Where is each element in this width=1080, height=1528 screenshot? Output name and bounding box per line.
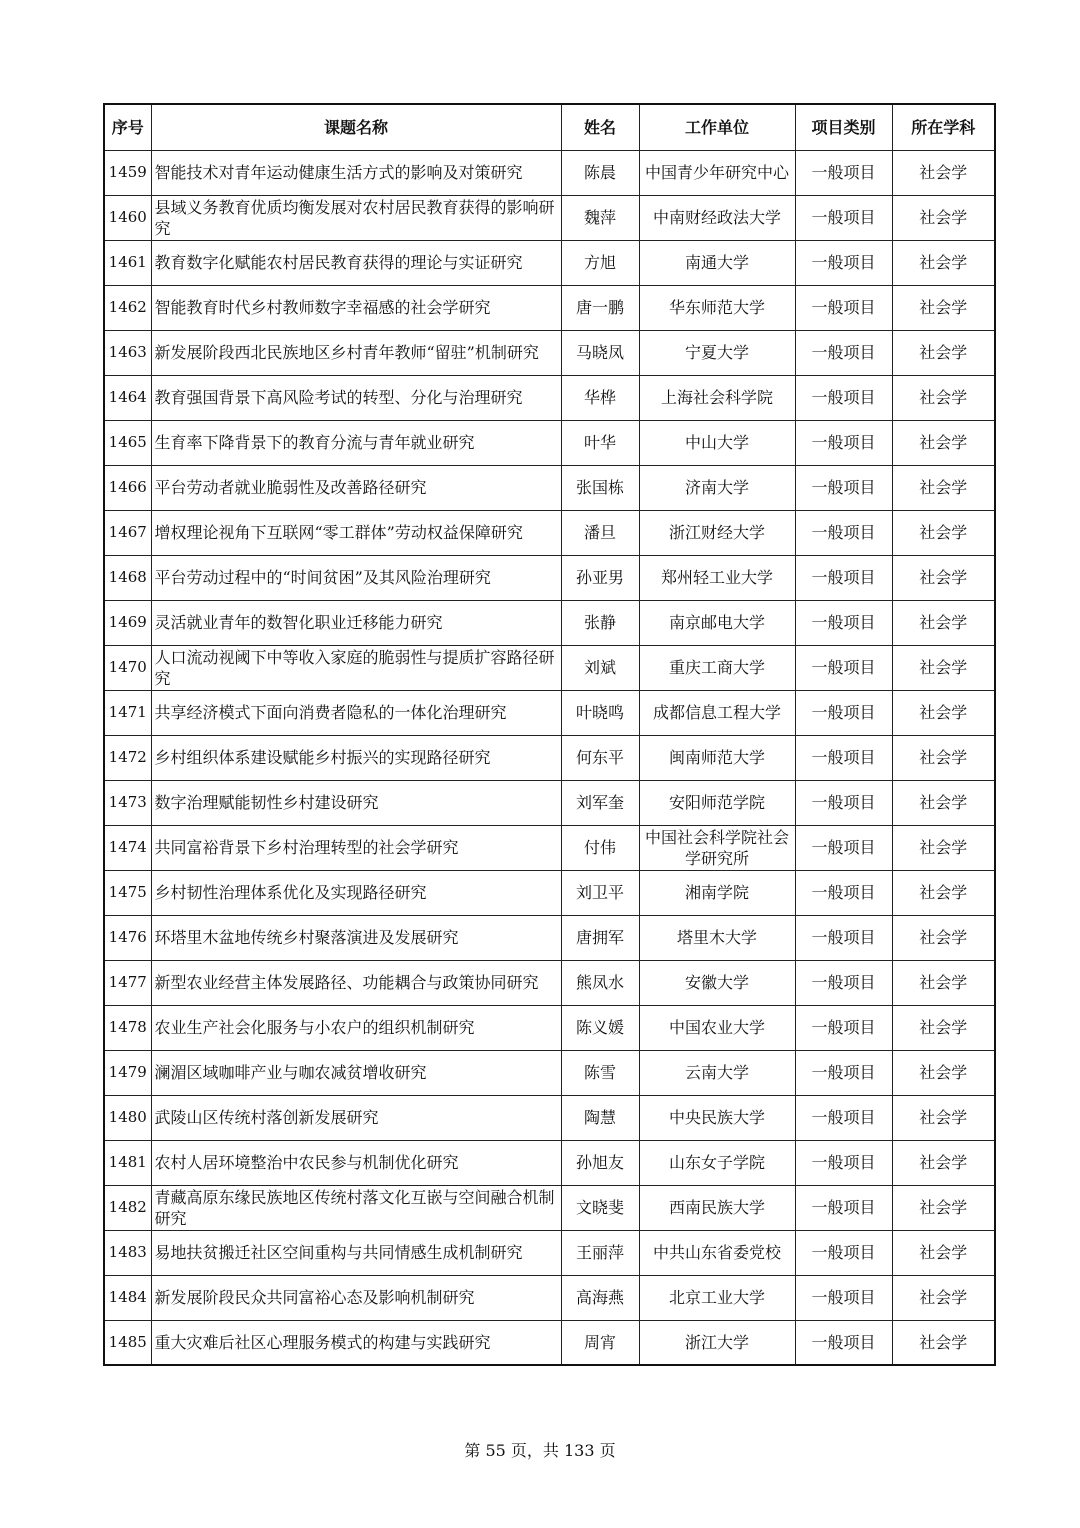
row-type: 一般项目 <box>795 1005 892 1050</box>
row-name: 陈晨 <box>561 150 639 195</box>
row-title: 青藏高原东缘民族地区传统村落文化互嵌与空间融合机制研究 <box>151 1185 561 1230</box>
row-discipline: 社会学 <box>892 330 995 375</box>
row-no: 1485 <box>104 1320 151 1365</box>
table-row <box>104 1050 995 1095</box>
table-row <box>104 1095 995 1140</box>
row-discipline: 社会学 <box>892 195 995 240</box>
row-type: 一般项目 <box>795 825 892 870</box>
row-no: 1469 <box>104 600 151 645</box>
row-title: 新发展阶段西北民族地区乡村青年教师“留驻”机制研究 <box>151 330 561 375</box>
row-unit: 郑州轻工业大学 <box>639 555 795 600</box>
row-discipline: 社会学 <box>892 375 995 420</box>
row-title: 生育率下降背景下的教育分流与青年就业研究 <box>151 420 561 465</box>
row-name: 唐一鹏 <box>561 285 639 330</box>
row-unit: 浙江财经大学 <box>639 510 795 555</box>
row-title: 新发展阶段民众共同富裕心态及影响机制研究 <box>151 1275 561 1320</box>
table-row <box>104 690 995 735</box>
row-discipline: 社会学 <box>892 1140 995 1185</box>
row-title: 易地扶贫搬迁社区空间重构与共同情感生成机制研究 <box>151 1230 561 1275</box>
row-discipline: 社会学 <box>892 1275 995 1320</box>
row-discipline: 社会学 <box>892 645 995 690</box>
row-discipline: 社会学 <box>892 1050 995 1095</box>
table-row <box>104 330 995 375</box>
row-type: 一般项目 <box>795 555 892 600</box>
row-type: 一般项目 <box>795 1275 892 1320</box>
row-title: 教育强国背景下高风险考试的转型、分化与治理研究 <box>151 375 561 420</box>
row-unit: 湘南学院 <box>639 870 795 915</box>
table-row <box>104 645 995 690</box>
row-discipline: 社会学 <box>892 915 995 960</box>
table-body <box>104 150 995 1365</box>
row-unit: 宁夏大学 <box>639 330 795 375</box>
row-type: 一般项目 <box>795 150 892 195</box>
row-type: 一般项目 <box>795 1320 892 1365</box>
row-no: 1472 <box>104 735 151 780</box>
row-name: 高海燕 <box>561 1275 639 1320</box>
row-title: 共同富裕背景下乡村治理转型的社会学研究 <box>151 825 561 870</box>
row-name: 刘军奎 <box>561 780 639 825</box>
table-row <box>104 1230 995 1275</box>
row-unit: 西南民族大学 <box>639 1185 795 1230</box>
row-unit: 南京邮电大学 <box>639 600 795 645</box>
row-discipline: 社会学 <box>892 690 995 735</box>
row-type: 一般项目 <box>795 420 892 465</box>
row-unit: 中南财经政法大学 <box>639 195 795 240</box>
row-no: 1482 <box>104 1185 151 1230</box>
row-unit: 安阳师范学院 <box>639 780 795 825</box>
row-name: 张静 <box>561 600 639 645</box>
row-title: 武陵山区传统村落创新发展研究 <box>151 1095 561 1140</box>
row-title: 澜湄区域咖啡产业与咖农减贫增收研究 <box>151 1050 561 1095</box>
row-unit: 塔里木大学 <box>639 915 795 960</box>
row-title: 新型农业经营主体发展路径、功能耦合与政策协同研究 <box>151 960 561 1005</box>
row-type: 一般项目 <box>795 690 892 735</box>
row-discipline: 社会学 <box>892 240 995 285</box>
row-no: 1475 <box>104 870 151 915</box>
row-discipline: 社会学 <box>892 1185 995 1230</box>
row-type: 一般项目 <box>795 960 892 1005</box>
row-title: 灵活就业青年的数智化职业迁移能力研究 <box>151 600 561 645</box>
row-name: 熊凤水 <box>561 960 639 1005</box>
table-row <box>104 555 995 600</box>
row-type: 一般项目 <box>795 735 892 780</box>
row-discipline: 社会学 <box>892 1005 995 1050</box>
row-no: 1461 <box>104 240 151 285</box>
row-name: 孙亚男 <box>561 555 639 600</box>
row-name: 华桦 <box>561 375 639 420</box>
row-unit: 中国社会科学院社会学研究所 <box>639 825 795 870</box>
row-type: 一般项目 <box>795 780 892 825</box>
table-header-row <box>104 104 995 150</box>
row-discipline: 社会学 <box>892 285 995 330</box>
table-row <box>104 1140 995 1185</box>
row-unit: 中共山东省委党校 <box>639 1230 795 1275</box>
row-unit: 北京工业大学 <box>639 1275 795 1320</box>
row-discipline: 社会学 <box>892 600 995 645</box>
table-row <box>104 240 995 285</box>
row-type: 一般项目 <box>795 600 892 645</box>
row-type: 一般项目 <box>795 1095 892 1140</box>
row-discipline: 社会学 <box>892 825 995 870</box>
row-type: 一般项目 <box>795 1230 892 1275</box>
row-name: 潘旦 <box>561 510 639 555</box>
row-no: 1477 <box>104 960 151 1005</box>
table-row <box>104 915 995 960</box>
row-unit: 云南大学 <box>639 1050 795 1095</box>
table-row <box>104 1320 995 1365</box>
row-title: 县域义务教育优质均衡发展对农村居民教育获得的影响研究 <box>151 195 561 240</box>
row-name: 张国栋 <box>561 465 639 510</box>
table-row <box>104 195 995 240</box>
row-discipline: 社会学 <box>892 960 995 1005</box>
row-name: 刘斌 <box>561 645 639 690</box>
table-row <box>104 870 995 915</box>
row-title: 乡村韧性治理体系优化及实现路径研究 <box>151 870 561 915</box>
row-no: 1463 <box>104 330 151 375</box>
row-name: 孙旭友 <box>561 1140 639 1185</box>
row-type: 一般项目 <box>795 375 892 420</box>
row-discipline: 社会学 <box>892 150 995 195</box>
row-name: 魏萍 <box>561 195 639 240</box>
table-row <box>104 825 995 870</box>
header-unit: 工作单位 <box>639 104 795 150</box>
row-type: 一般项目 <box>795 330 892 375</box>
row-no: 1476 <box>104 915 151 960</box>
row-discipline: 社会学 <box>892 1095 995 1140</box>
row-no: 1481 <box>104 1140 151 1185</box>
row-name: 陈雪 <box>561 1050 639 1095</box>
row-title: 共享经济模式下面向消费者隐私的一体化治理研究 <box>151 690 561 735</box>
header-name: 姓名 <box>561 104 639 150</box>
table-row <box>104 1005 995 1050</box>
row-unit: 山东女子学院 <box>639 1140 795 1185</box>
row-discipline: 社会学 <box>892 465 995 510</box>
row-unit: 中国农业大学 <box>639 1005 795 1050</box>
row-title: 教育数字化赋能农村居民教育获得的理论与实证研究 <box>151 240 561 285</box>
row-name: 陶慧 <box>561 1095 639 1140</box>
row-name: 文晓斐 <box>561 1185 639 1230</box>
row-title: 乡村组织体系建设赋能乡村振兴的实现路径研究 <box>151 735 561 780</box>
row-discipline: 社会学 <box>892 420 995 465</box>
page-number: 第 55 页，共 133 页 <box>464 1441 616 1460</box>
row-unit: 成都信息工程大学 <box>639 690 795 735</box>
table-row <box>104 780 995 825</box>
row-title: 环塔里木盆地传统乡村聚落演进及发展研究 <box>151 915 561 960</box>
row-no: 1468 <box>104 555 151 600</box>
row-no: 1484 <box>104 1275 151 1320</box>
row-no: 1459 <box>104 150 151 195</box>
row-discipline: 社会学 <box>892 1230 995 1275</box>
row-title: 人口流动视阈下中等收入家庭的脆弱性与提质扩容路径研究 <box>151 645 561 690</box>
row-no: 1466 <box>104 465 151 510</box>
table-row <box>104 285 995 330</box>
header-discipline: 所在学科 <box>892 104 995 150</box>
row-title: 数字治理赋能韧性乡村建设研究 <box>151 780 561 825</box>
row-type: 一般项目 <box>795 1140 892 1185</box>
row-type: 一般项目 <box>795 915 892 960</box>
row-unit: 济南大学 <box>639 465 795 510</box>
row-type: 一般项目 <box>795 1050 892 1095</box>
header-type: 项目类别 <box>795 104 892 150</box>
row-name: 刘卫平 <box>561 870 639 915</box>
row-discipline: 社会学 <box>892 735 995 780</box>
row-name: 方旭 <box>561 240 639 285</box>
row-title: 农村人居环境整治中农民参与机制优化研究 <box>151 1140 561 1185</box>
table-row <box>104 735 995 780</box>
header-title: 课题名称 <box>151 104 561 150</box>
table-row <box>104 1185 995 1230</box>
table-row <box>104 600 995 645</box>
row-unit: 华东师范大学 <box>639 285 795 330</box>
row-type: 一般项目 <box>795 645 892 690</box>
row-unit: 重庆工商大学 <box>639 645 795 690</box>
row-no: 1471 <box>104 690 151 735</box>
row-type: 一般项目 <box>795 285 892 330</box>
table-row <box>104 960 995 1005</box>
row-unit: 中山大学 <box>639 420 795 465</box>
row-no: 1467 <box>104 510 151 555</box>
row-title: 智能技术对青年运动健康生活方式的影响及对策研究 <box>151 150 561 195</box>
row-name: 叶华 <box>561 420 639 465</box>
row-title: 平台劳动过程中的“时间贫困”及其风险治理研究 <box>151 555 561 600</box>
row-unit: 上海社会科学院 <box>639 375 795 420</box>
row-unit: 中国青少年研究中心 <box>639 150 795 195</box>
row-type: 一般项目 <box>795 510 892 555</box>
row-type: 一般项目 <box>795 1185 892 1230</box>
row-type: 一般项目 <box>795 240 892 285</box>
row-name: 付伟 <box>561 825 639 870</box>
row-unit: 中央民族大学 <box>639 1095 795 1140</box>
row-no: 1474 <box>104 825 151 870</box>
row-name: 周宵 <box>561 1320 639 1365</box>
row-name: 叶晓鸣 <box>561 690 639 735</box>
row-no: 1473 <box>104 780 151 825</box>
row-unit: 浙江大学 <box>639 1320 795 1365</box>
header-no: 序号 <box>104 104 151 150</box>
row-no: 1483 <box>104 1230 151 1275</box>
row-discipline: 社会学 <box>892 510 995 555</box>
table-row <box>104 510 995 555</box>
row-title: 智能教育时代乡村教师数字幸福感的社会学研究 <box>151 285 561 330</box>
row-no: 1464 <box>104 375 151 420</box>
row-no: 1465 <box>104 420 151 465</box>
row-title: 平台劳动者就业脆弱性及改善路径研究 <box>151 465 561 510</box>
row-name: 唐拥军 <box>561 915 639 960</box>
row-type: 一般项目 <box>795 195 892 240</box>
row-no: 1470 <box>104 645 151 690</box>
row-unit: 南通大学 <box>639 240 795 285</box>
row-no: 1462 <box>104 285 151 330</box>
table-row <box>104 420 995 465</box>
row-discipline: 社会学 <box>892 555 995 600</box>
row-name: 马晓凤 <box>561 330 639 375</box>
row-discipline: 社会学 <box>892 780 995 825</box>
row-unit: 闽南师范大学 <box>639 735 795 780</box>
row-no: 1480 <box>104 1095 151 1140</box>
row-title: 重大灾难后社区心理服务模式的构建与实践研究 <box>151 1320 561 1365</box>
row-type: 一般项目 <box>795 465 892 510</box>
project-table <box>103 103 996 1366</box>
row-no: 1478 <box>104 1005 151 1050</box>
row-no: 1479 <box>104 1050 151 1095</box>
table-row <box>104 1275 995 1320</box>
row-no: 1460 <box>104 195 151 240</box>
row-type: 一般项目 <box>795 870 892 915</box>
row-unit: 安徽大学 <box>639 960 795 1005</box>
row-name: 何东平 <box>561 735 639 780</box>
row-discipline: 社会学 <box>892 870 995 915</box>
table-row <box>104 150 995 195</box>
table-row <box>104 375 995 420</box>
row-name: 陈义媛 <box>561 1005 639 1050</box>
row-title: 增权理论视角下互联网“零工群体”劳动权益保障研究 <box>151 510 561 555</box>
row-name: 王丽萍 <box>561 1230 639 1275</box>
row-discipline: 社会学 <box>892 1320 995 1365</box>
table-row <box>104 465 995 510</box>
row-title: 农业生产社会化服务与小农户的组织机制研究 <box>151 1005 561 1050</box>
